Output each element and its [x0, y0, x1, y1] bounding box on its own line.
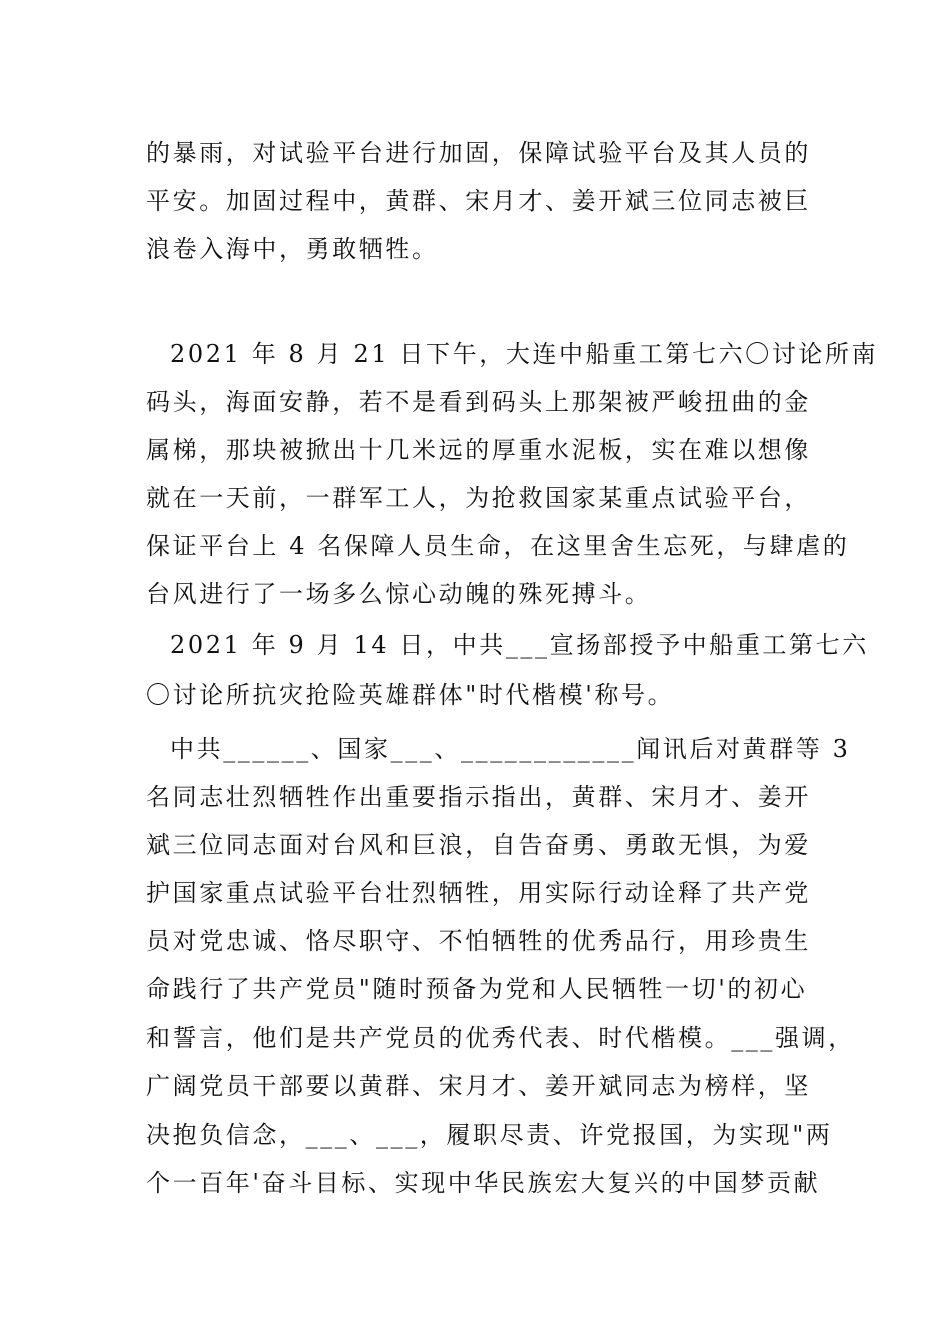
paragraph-4-line-4: 护国家重点试验平台壮烈牺牲，用实际行动诠释了共产党 — [146, 879, 811, 907]
paragraph-1-line-2: 平安。加固过程中，黄群、宋月才、姜开斌三位同志被巨 — [146, 187, 811, 215]
paragraph-4-line-1: 中共______、国家___、____________闻讯后对黄群等 3 — [170, 735, 851, 763]
paragraph-2-line-4: 就在一天前，一群军工人，为抢救国家某重点试验平台， — [146, 484, 811, 512]
paragraph-4-line-6: 命践行了共产党员"随时预备为党和人民牺牲一切'的初心 — [146, 975, 808, 1003]
paragraph-3-line-1: 2021 年 9 月 14 日，中共___宣扬部授予中船重工第七六 — [170, 631, 869, 659]
paragraph-4-line-2: 名同志壮烈牺牲作出重要指示指出，黄群、宋月才、姜开 — [146, 783, 811, 811]
paragraph-3-line-2: 〇讨论所抗灾抢险英雄群体"时代楷模'称号。 — [146, 681, 675, 709]
paragraph-2-line-5: 保证平台上 4 名保障人员生命，在这里舍生忘死，与肆虐的 — [146, 532, 850, 560]
paragraph-4-line-7: 和誓言，他们是共产党员的优秀代表、时代楷模。___强调， — [146, 1024, 855, 1052]
paragraph-1-line-3: 浪卷入海中，勇敢牺牲。 — [146, 235, 439, 263]
paragraph-1-line-1: 的暴雨，对试验平台进行加固，保障试验平台及其人员的 — [146, 139, 811, 167]
paragraph-2-line-3: 属梯，那块被掀出十几米远的厚重水泥板，实在难以想像 — [146, 436, 811, 464]
paragraph-4-line-8: 广阔党员干部要以黄群、宋月才、姜开斌同志为榜样，坚 — [146, 1072, 811, 1100]
paragraph-4-line-5: 员对党忠诚、恪尽职守、不怕牺牲的优秀品行，用珍贵生 — [146, 927, 811, 955]
paragraph-2-line-2: 码头，海面安静，若不是看到码头上那架被严峻扭曲的金 — [146, 388, 811, 416]
paragraph-4-line-3: 斌三位同志面对台风和巨浪，自告奋勇、勇敢无惧，为爱 — [146, 831, 811, 859]
paragraph-4-line-10: 个一百年'奋斗目标、实现中华民族宏大复兴的中国梦贡献 — [146, 1169, 821, 1197]
paragraph-2-line-1: 2021 年 8 月 21 日下午，大连中船重工第七六〇讨论所南 — [170, 340, 879, 368]
paragraph-4-line-9: 决抱负信念，___、___，履职尽责、许党报国，为实现"两 — [146, 1121, 833, 1149]
paragraph-2-line-6: 台风进行了一场多么惊心动魄的殊死搏斗。 — [146, 580, 652, 608]
